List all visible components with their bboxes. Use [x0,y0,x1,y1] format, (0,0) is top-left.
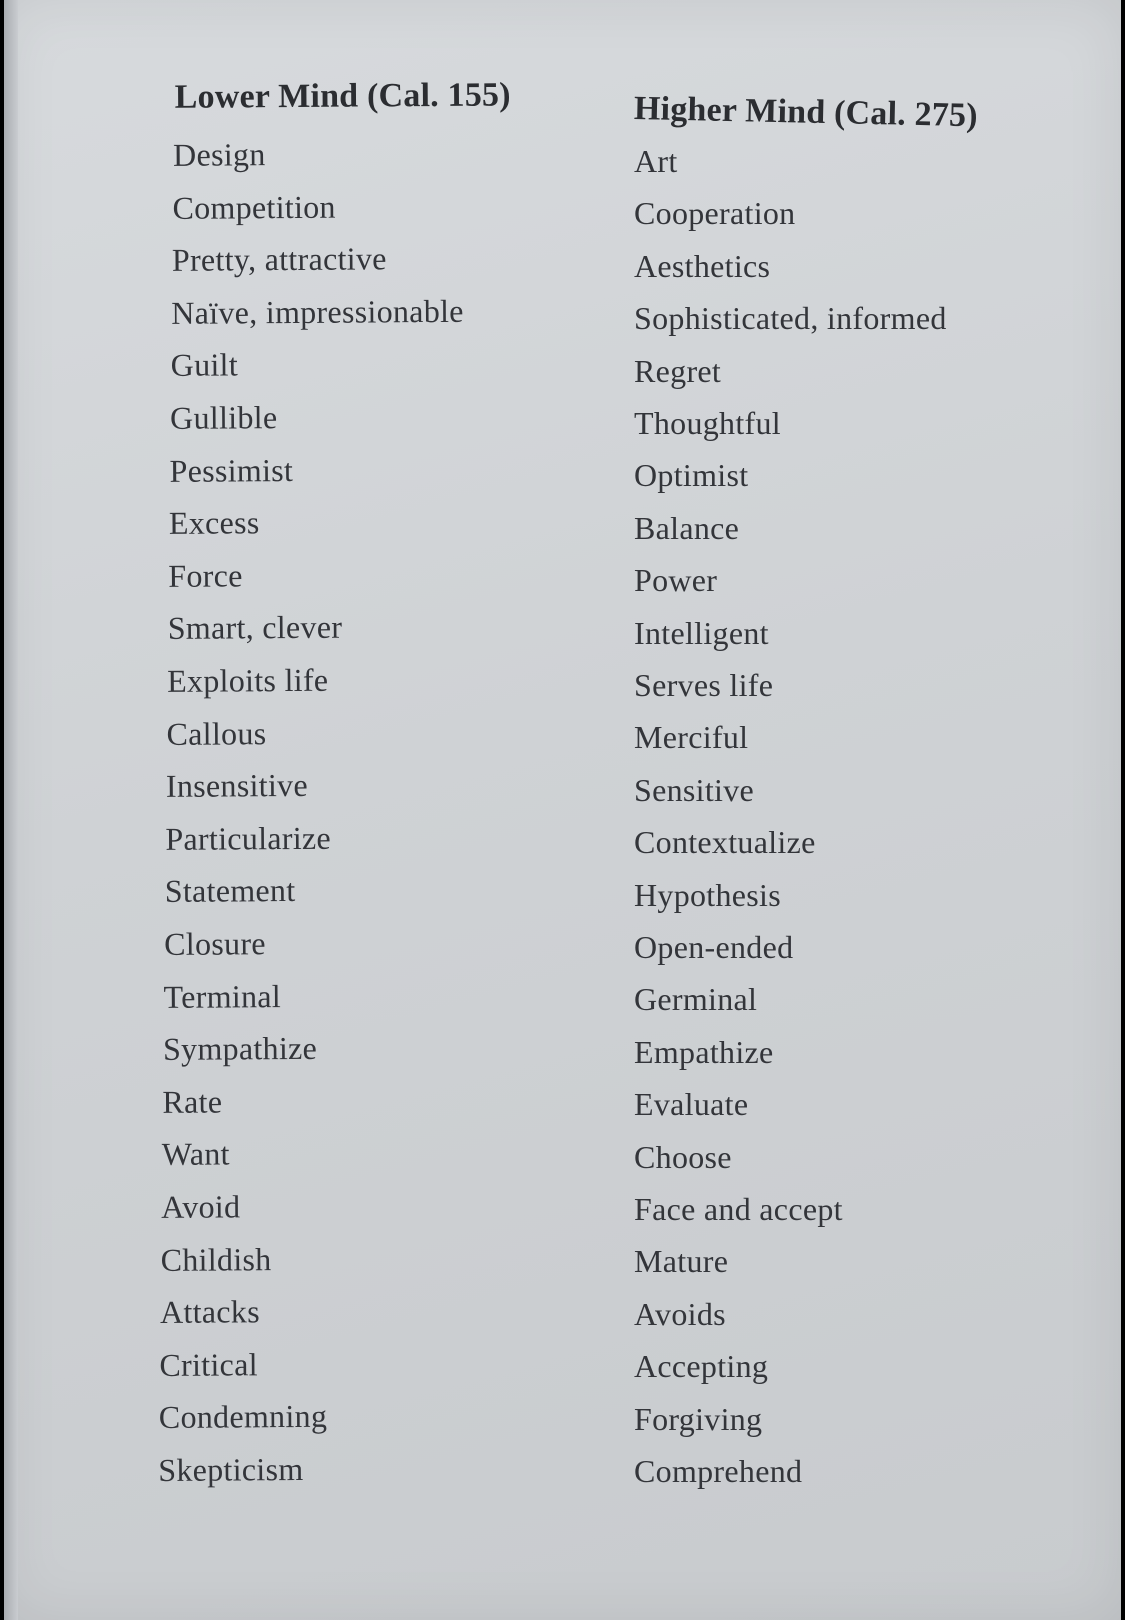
lower-mind-item: Callous [166,714,267,752]
lower-mind-item: Attacks [159,1293,261,1331]
lower-mind-item: Design [172,136,266,173]
higher-mind-item: Art [634,143,678,179]
book-page [4,0,1121,1620]
higher-mind-item: Comprehend [634,1453,803,1489]
higher-mind-item: Mature [634,1243,729,1280]
lower-mind-item: Excess [168,504,260,542]
lower-mind-item: Particularize [165,819,332,857]
higher-mind-item: Sophisticated, informed [634,300,947,337]
lower-mind-item: Competition [172,188,336,226]
higher-mind-item: Merciful [634,719,749,756]
lower-mind-item: Force [168,557,243,594]
higher-mind-item: Optimist [634,457,749,494]
lower-mind-item: Statement [164,872,296,910]
higher-mind-item: Thoughtful [634,405,781,441]
higher-mind-item: Face and accept [634,1191,843,1227]
higher-mind-item: Sensitive [634,771,755,808]
lower-mind-item: Insensitive [165,767,309,805]
higher-mind-item: Empathize [634,1033,774,1070]
lower-mind-item: Sympathize [162,1030,318,1068]
lower-mind-item: Condemning [158,1398,328,1436]
higher-mind-item: Open-ended [634,929,794,965]
page-edge-shadow [4,0,18,1620]
lower-mind-item: Gullible [169,399,278,436]
lower-mind-item: Avoid [161,1188,241,1225]
lower-mind-item: Pessimist [169,451,294,489]
lower-mind-item: Critical [159,1346,258,1383]
higher-mind-item: Power [634,562,718,599]
lower-mind-item: Exploits life [167,661,329,699]
higher-mind-item: Forgiving [634,1400,763,1437]
lower-mind-item: Smart, clever [167,609,343,647]
lower-mind-item: Closure [164,925,266,962]
lower-mind-item: Pretty, attractive [171,240,387,279]
higher-mind-item: Germinal [634,981,758,1018]
lower-mind-item: Naïve, impressionable [171,292,464,331]
lower-mind-item: Childish [160,1240,272,1278]
lower-mind-item: Guilt [170,346,239,384]
higher-mind-item: Evaluate [634,1086,749,1123]
higher-mind-item: Intelligent [634,614,769,651]
higher-mind-item: Aesthetics [634,247,771,284]
lower-mind-item: Rate [162,1083,223,1120]
higher-mind-heading: Higher Mind (Cal. 275) [633,90,979,135]
higher-mind-item: Cooperation [634,195,796,232]
higher-mind-item: Hypothesis [634,876,781,913]
higher-mind-item: Regret [634,352,722,389]
lower-mind-item: Want [161,1135,230,1173]
higher-mind-item: Contextualize [634,824,816,861]
lower-mind-item: Terminal [163,977,282,1015]
lower-mind-item: Skepticism [158,1450,304,1488]
higher-mind-item: Serves life [634,667,774,703]
higher-mind-item: Avoids [634,1295,726,1332]
lower-mind-heading: Lower Mind (Cal. 155) [174,76,511,116]
higher-mind-item: Accepting [634,1348,769,1385]
higher-mind-item: Balance [634,509,740,546]
higher-mind-item: Choose [634,1138,732,1175]
